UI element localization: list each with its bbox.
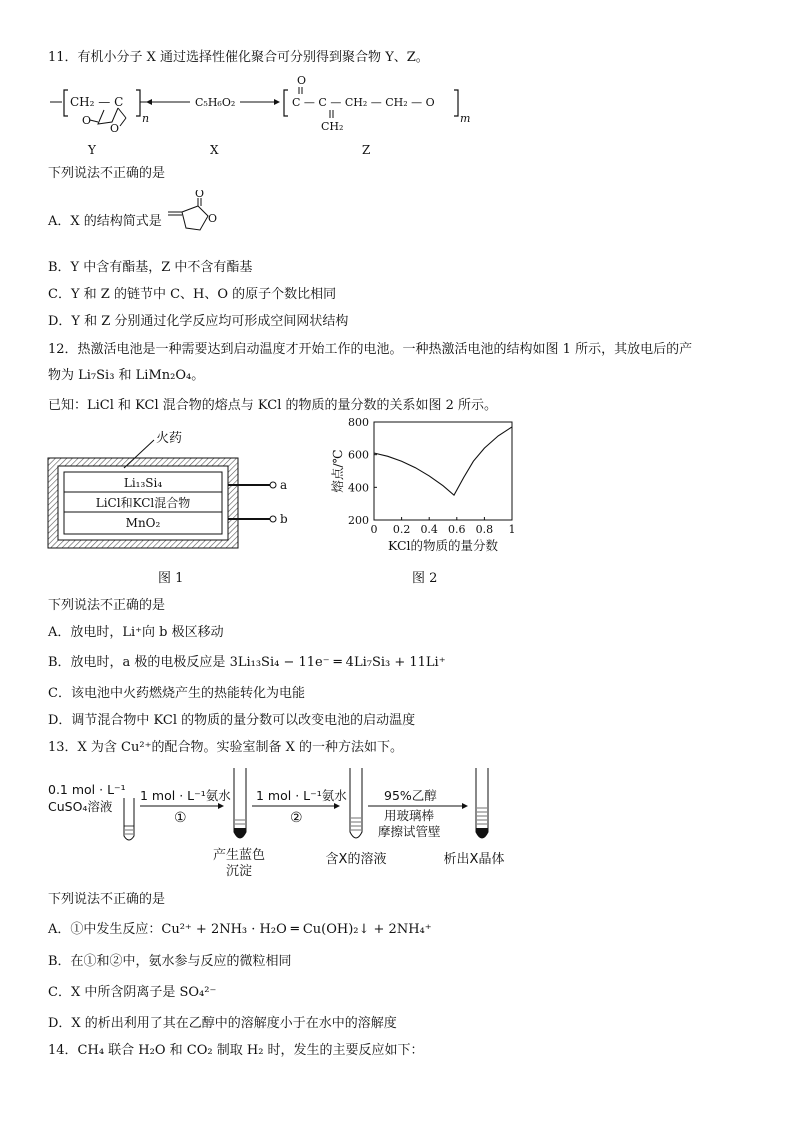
fig1-caption: 图 1 bbox=[158, 571, 184, 586]
terminal-a: a bbox=[280, 478, 288, 492]
y-repeat-n: n bbox=[142, 112, 150, 125]
layer-licl-kcl: LiCl和KCl混合物 bbox=[95, 496, 191, 510]
q12-prompt: 下列说法不正确的是 bbox=[48, 598, 166, 613]
tube3-label: 含X的溶液 bbox=[325, 852, 387, 867]
q12-stem-line2: 物为 Li₇Si₃ 和 LiMn₂O₄。 bbox=[48, 368, 205, 383]
z-carbonyl-o: O bbox=[297, 74, 307, 87]
z-chain: C — C — CH₂ — CH₂ — O bbox=[292, 96, 435, 109]
step2-number: ② bbox=[290, 810, 303, 826]
q11-option-c: C．Y 和 Z 的链节中 C、H、O 的原子个数比相同 bbox=[48, 287, 337, 302]
y-tick-label: 400 bbox=[348, 481, 369, 495]
q11-option-a: A．X 的结构简式是 bbox=[48, 214, 162, 229]
step3-reagent: 95%乙醇 bbox=[384, 788, 437, 803]
y-carbonyl-o: O bbox=[82, 114, 92, 127]
q11-prompt: 下列说法不正确的是 bbox=[48, 166, 166, 181]
x-tick-label: 0.6 bbox=[448, 523, 466, 536]
melting-point-curve bbox=[374, 427, 512, 495]
x-carbonyl-o: O bbox=[195, 190, 205, 200]
z-repeat-m: m bbox=[460, 112, 471, 125]
q12-option-a: A．放电时，Li⁺向 b 极区移动 bbox=[48, 625, 224, 640]
q12-known: 已知：LiCl 和 KCl 混合物的熔点与 KCl 的物质的量分数的关系如图 2 所示。 bbox=[48, 398, 498, 413]
label-gunpowder: 火药 bbox=[156, 431, 183, 446]
fig2-caption: 图 2 bbox=[412, 571, 438, 586]
q12-option-b: B．放电时，a 极的电极反应是 3Li₁₃Si₄ − 11e⁻ ═ 4Li₇Si₃ + 11Li⁺ bbox=[48, 655, 446, 670]
q11-option-b: B．Y 中含有酯基，Z 中不含有酯基 bbox=[48, 260, 253, 275]
x-tick-label: 0.2 bbox=[392, 523, 411, 536]
x-tick-label: 0.8 bbox=[475, 523, 494, 536]
q12-stem-line1: 12．热激活电池是一种需要达到启动温度才开始工作的电池。一种热激活电池的结构如图 1 所示，其放电后的产 bbox=[48, 342, 693, 357]
y-tick-label: 200 bbox=[348, 514, 369, 527]
y-lactone-o: O bbox=[110, 122, 120, 135]
plot-frame bbox=[374, 422, 512, 520]
q13-option-d: D．X 的析出利用了其在乙醇中的溶解度小于在水中的溶解度 bbox=[48, 1016, 397, 1031]
q13-prompt: 下列说法不正确的是 bbox=[48, 892, 166, 907]
x-ring-o: O bbox=[208, 212, 218, 225]
z-label: Z bbox=[362, 143, 371, 157]
y-label: Y bbox=[88, 143, 96, 157]
q13-option-c: C．X 中所含阴离子是 SO₄²⁻ bbox=[48, 985, 217, 1000]
start-reagent-line1: 0.1 mol · L⁻¹ bbox=[48, 782, 126, 797]
q13-option-b: B．在①和②中，氨水参与反应的微粒相同 bbox=[48, 954, 292, 969]
y-tick-label: 800 bbox=[348, 416, 369, 429]
y-tick-label: 600 bbox=[348, 448, 369, 462]
tube2-label-line2: 沉淀 bbox=[225, 864, 252, 880]
step2-reagent: 1 mol · L⁻¹氨水 bbox=[256, 788, 347, 803]
q13-option-a: A．①中发生反应：Cu²⁺ + 2NH₃ · H₂O ═ Cu(OH)₂↓ + 2NH₄⁺ bbox=[48, 922, 432, 937]
terminal-b: b bbox=[280, 512, 288, 526]
q11-option-d: D．Y 和 Z 分别通过化学反应均可形成空间网状结构 bbox=[48, 314, 349, 329]
x-axis-label: KCl的物质的量分数 bbox=[387, 538, 499, 553]
fig2-chart bbox=[326, 412, 536, 562]
tube4-label: 析出X晶体 bbox=[443, 852, 505, 867]
x-formula: C₅H₆O₂ bbox=[195, 96, 236, 109]
x-tick-label: 1 bbox=[508, 523, 516, 536]
layer-li13si4: Li₁₃Si₄ bbox=[123, 476, 163, 490]
z-methylene: CH₂ bbox=[321, 120, 344, 133]
tube2-label bbox=[204, 848, 274, 881]
step1-number: ① bbox=[174, 810, 187, 826]
q12-option-c: C．该电池中火药燃烧产生的热能转化为电能 bbox=[48, 686, 305, 701]
fig1-battery bbox=[44, 424, 304, 564]
step1-reagent: 1 mol · L⁻¹氨水 bbox=[140, 788, 231, 803]
x-structure bbox=[158, 190, 228, 240]
start-reagent-line2: CuSO₄溶液 bbox=[48, 799, 113, 814]
q11-reaction-scheme bbox=[40, 74, 560, 164]
q11-stem: 11．有机小分子 X 通过选择性催化聚合可分别得到聚合物 Y、Z。 bbox=[48, 50, 429, 65]
q13-stem: 13．X 为含 Cu²⁺的配合物。实验室制备 X 的一种方法如下。 bbox=[48, 740, 403, 755]
y-bracket-text: CH₂ — C bbox=[70, 95, 124, 109]
tube2-label-line1: 产生蓝色 bbox=[212, 848, 265, 863]
x-label: X bbox=[210, 143, 219, 157]
q12-option-d: D．调节混合物中 KCl 的物质的量分数可以改变电池的启动温度 bbox=[48, 713, 416, 728]
q14-stem: 14．CH₄ 联合 H₂O 和 CO₂ 制取 H₂ 时，发生的主要反应如下： bbox=[48, 1043, 424, 1058]
x-tick-label: 0.4 bbox=[420, 523, 438, 536]
q13-flow-diagram bbox=[110, 762, 510, 847]
y-axis-label: 熔点/℃ bbox=[330, 449, 345, 493]
step3-note-line1: 用玻璃棒 bbox=[384, 808, 435, 823]
layer-mno2: MnO₂ bbox=[125, 516, 161, 530]
step3-note-line2: 摩擦试管壁 bbox=[378, 824, 441, 839]
x-tick-label: 0 bbox=[370, 523, 378, 536]
